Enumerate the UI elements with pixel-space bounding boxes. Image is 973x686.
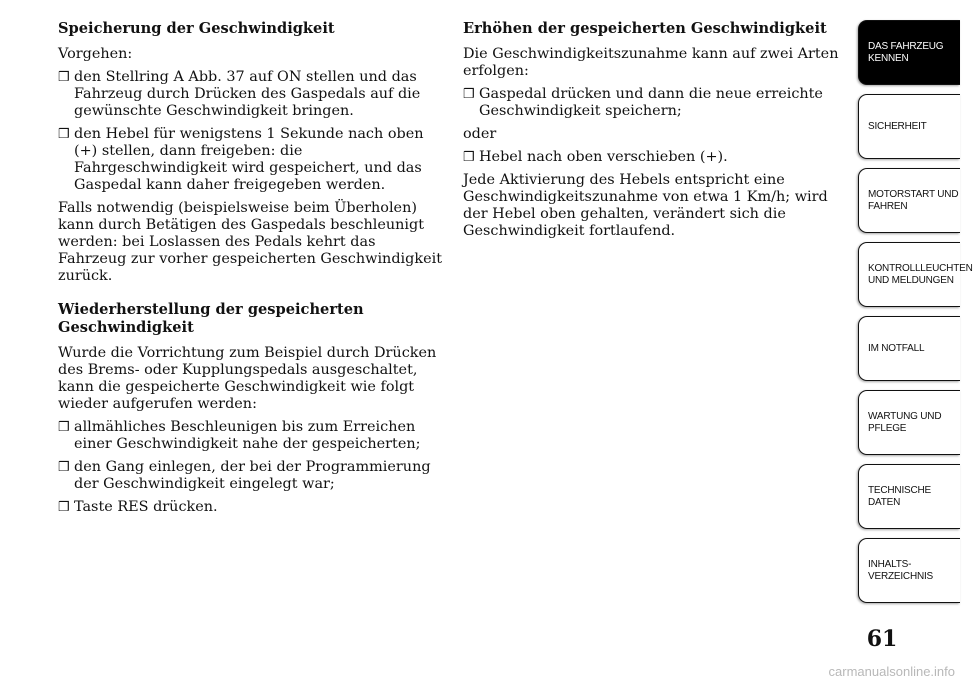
- overtaking-paragraph: Falls notwendig (beispielsweise beim Überholen) kann durch Betätigen des Gaspedals beschleunigt werden: bei Loslassen des Pedals kehrt das Fahrzeug zur vorher gespeicherten Geschwindigkeit zurück.: [58, 200, 442, 284]
- increase-options-1: [463, 86, 841, 120]
- checkbox-bullet-icon: ❒: [463, 87, 475, 102]
- tab-technische-daten[interactable]: TECHNISCHE DATEN: [858, 464, 960, 529]
- list-item: ❒ Hebel nach oben verschieben (+).: [463, 149, 728, 165]
- list-item: ❒ den Gang einlegen, der bei der Programmierung der Geschwindigkeit eingelegt war;: [58, 459, 431, 492]
- left-column: [58, 20, 442, 522]
- checkbox-bullet-icon: ❒: [58, 420, 70, 435]
- procedure-intro: Vorgehen:: [58, 46, 133, 62]
- tab-wartung-und-pflege[interactable]: WARTUNG UND PFLEGE: [858, 390, 960, 455]
- section-heading-increase-speed: Erhöhen der gespeicherten Geschwindigkeit: [463, 20, 827, 37]
- checkbox-bullet-icon: ❒: [58, 70, 70, 85]
- section-heading-store-speed: Speicherung der Geschwindigkeit: [58, 20, 335, 37]
- page-number: 61: [866, 626, 898, 652]
- restore-paragraph: Wurde die Vorrichtung zum Beispiel durch Drücken des Brems- oder Kupplungspedals ausgeschaltet, kann die gespeicherte Geschwindigkeit wie folgt wieder aufgerufen werden:: [58, 345, 437, 412]
- increase-options-2: [463, 149, 841, 166]
- list-item: ❒ Taste RES drücken.: [58, 499, 218, 515]
- tab-inhaltsverzeichnis[interactable]: INHALTS- VERZEICHNIS: [858, 538, 960, 603]
- lever-paragraph: Jede Aktivierung des Hebels entspricht eine Geschwindigkeitszunahme von etwa 1 Km/h; wird der Hebel oben gehalten, verändert sich die Geschwindigkeit fortlaufend.: [463, 172, 828, 239]
- tab-das-fahrzeug-kennen[interactable]: DAS FAHRZEUG KENNEN: [858, 20, 960, 85]
- checkbox-bullet-icon: ❒: [58, 460, 70, 475]
- list-item: ❒ Gaspedal drücken und dann die neue erreichte Geschwindigkeit speichern;: [463, 86, 823, 119]
- list-item: ❒ allmähliches Beschleunigen bis zum Erreichen einer Geschwindigkeit nahe der gespeicherten;: [58, 419, 421, 452]
- tab-sicherheit[interactable]: SICHERHEIT: [858, 94, 960, 159]
- checkbox-bullet-icon: ❒: [58, 500, 70, 515]
- tab-im-notfall[interactable]: IM NOTFALL: [858, 316, 960, 381]
- store-speed-steps: [58, 69, 442, 194]
- tab-kontrollleuchten[interactable]: KONTROLLLEUCHTEN UND MELDUNGEN: [858, 242, 960, 307]
- right-column: [463, 20, 841, 246]
- checkbox-bullet-icon: ❒: [58, 127, 70, 142]
- chapter-tabs: [858, 20, 973, 612]
- increase-intro: Die Geschwindigkeitszunahme kann auf zwei Arten erfolgen:: [463, 46, 839, 79]
- watermark: carmanualsonline.info: [828, 664, 955, 679]
- checkbox-bullet-icon: ❒: [463, 150, 475, 165]
- list-item: ❒ den Hebel für wenigstens 1 Sekunde nach oben (+) stellen, dann freigeben: die Fahrgeschwindigkeit wird gespeichert, und das Gaspedal kann daher freigegeben werden.: [58, 126, 424, 193]
- or-label: oder: [463, 126, 497, 142]
- tab-motorstart-und-fahren[interactable]: MOTORSTART UND FAHREN: [858, 168, 960, 233]
- restore-speed-steps: [58, 419, 442, 516]
- list-item: ❒ den Stellring A Abb. 37 auf ON stellen und das Fahrzeug durch Drücken des Gaspedals auf die gewünschte Geschwindigkeit bringen.: [58, 69, 421, 119]
- section-heading-restore-speed: Wiederherstellung der gespeicherten Geschwindigkeit: [58, 301, 364, 336]
